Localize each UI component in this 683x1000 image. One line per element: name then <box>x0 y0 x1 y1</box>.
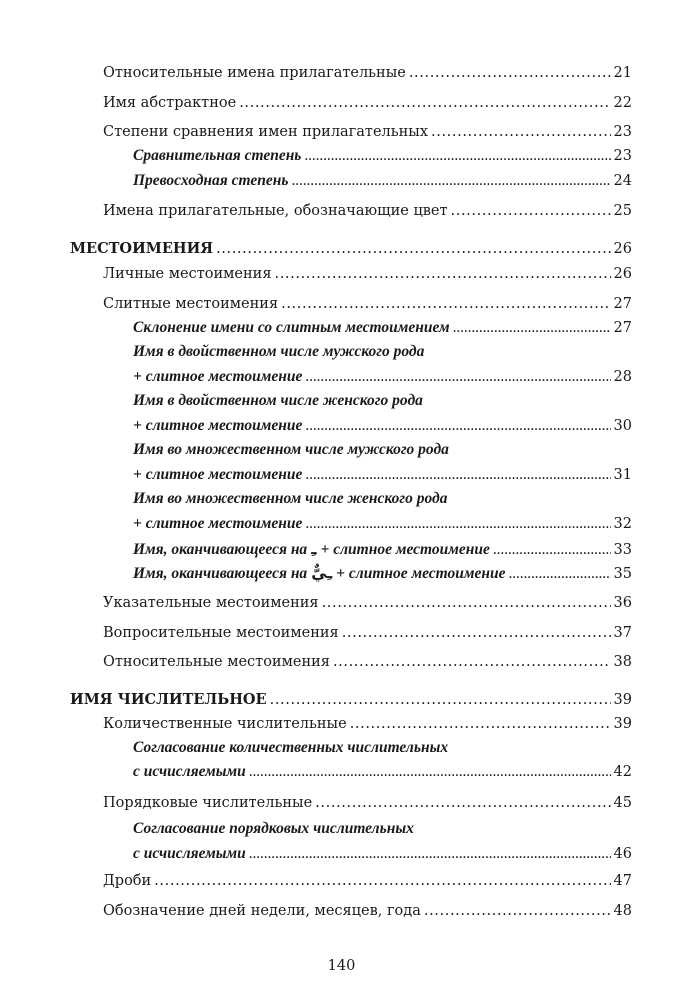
toc-entry[interactable] <box>133 513 632 535</box>
toc-entry-page: 39 <box>613 692 632 708</box>
dot-leader <box>509 563 611 585</box>
toc-entry-page: 26 <box>613 241 632 257</box>
toc-entry-page: 23 <box>613 124 632 140</box>
dot-leader <box>431 121 611 143</box>
toc-entry-page: 33 <box>613 542 632 558</box>
toc-entry[interactable] <box>133 562 632 584</box>
toc-entry-title: Имена прилагательные, обозначающие цвет <box>103 203 448 219</box>
toc-entry-page: 22 <box>613 95 632 111</box>
dot-leader <box>270 689 611 711</box>
toc-entry-title: Порядковые числительные <box>103 795 313 811</box>
toc-entry-title: + слитное местоимение <box>133 368 303 385</box>
toc-entry-page: 32 <box>613 516 632 532</box>
dot-leader <box>342 622 611 644</box>
toc-entry-title: Степени сравнения имен прилагательных <box>103 124 429 140</box>
toc-entry-page: 23 <box>613 148 632 164</box>
toc-entry[interactable] <box>103 622 632 644</box>
dot-leader <box>322 592 611 614</box>
dot-leader <box>216 238 610 260</box>
toc-entry[interactable] <box>103 870 632 892</box>
toc-entry-title: с исчисляемыми <box>133 845 246 862</box>
toc-entry-title: + слитное местоимение <box>133 466 303 483</box>
toc-entry-title: Согласование количественных числительных <box>133 739 449 756</box>
dot-leader <box>305 513 610 535</box>
dot-leader <box>304 145 610 167</box>
toc-entry-page: 45 <box>613 795 632 811</box>
toc-entry[interactable] <box>103 92 632 114</box>
toc-entry-title-suffix: + слитное местоимение <box>320 541 490 558</box>
toc-entry-title: Имя во множественном числе женского рода <box>133 490 448 507</box>
toc-entry[interactable] <box>103 651 632 673</box>
toc-entry[interactable] <box>133 317 632 339</box>
toc-entry-title: Имя в двойственном числе женского рода <box>133 392 423 409</box>
toc-entry[interactable] <box>133 488 447 510</box>
dot-leader <box>305 415 610 437</box>
dot-leader <box>409 62 611 84</box>
toc-entry-title: ИМЯ ЧИСЛИТЕЛЬНОЕ <box>70 691 267 708</box>
dot-leader <box>333 651 611 673</box>
toc-entry[interactable] <box>103 713 632 735</box>
toc-entry[interactable] <box>133 366 632 388</box>
toc-entry-title: Количественные числительные <box>103 716 347 732</box>
toc-entry-page: 27 <box>613 320 632 336</box>
toc-entry-title: Имя абстрактное <box>103 95 237 111</box>
dot-leader <box>154 870 610 892</box>
dot-leader <box>291 170 610 192</box>
dot-leader <box>493 539 611 561</box>
toc-entry-page: 47 <box>613 873 632 889</box>
toc-entry[interactable] <box>103 900 632 922</box>
toc-entry[interactable] <box>133 170 632 192</box>
toc-entry-page: 30 <box>613 418 632 434</box>
toc-entry[interactable] <box>133 538 632 560</box>
dot-leader <box>274 263 610 285</box>
toc-entry-title: Превосходная степень <box>133 172 289 189</box>
dot-leader <box>249 843 611 865</box>
toc-entry[interactable] <box>70 238 632 260</box>
toc-entry-title: Согласование порядковых числительных <box>133 820 414 837</box>
toc-entry-title: Имя во множественном числе мужского рода <box>133 441 449 458</box>
toc-entry-page: 27 <box>613 296 632 312</box>
dot-leader <box>451 200 611 222</box>
toc-entry[interactable] <box>103 62 632 84</box>
dot-leader <box>315 792 610 814</box>
toc-entry-title: Имя в двойственном числе мужского рода <box>133 343 425 360</box>
toc-entry-title: Личные местоимения <box>103 266 272 282</box>
toc-entry-page: 46 <box>613 846 632 862</box>
toc-entry-page: 36 <box>613 595 632 611</box>
toc-entry-page: 26 <box>613 266 632 282</box>
toc-entry[interactable] <box>103 293 632 315</box>
toc-entry-title: + слитное местоимение <box>133 417 303 434</box>
toc-entry-page: 24 <box>613 173 632 189</box>
toc-entry-page: 42 <box>613 764 632 780</box>
toc-entry-title: Относительные имена прилагательные <box>103 65 406 81</box>
toc-entry[interactable] <box>133 737 448 759</box>
toc-entry-page: 25 <box>613 203 632 219</box>
toc-entry-title: Слитные местоимения <box>103 296 279 312</box>
toc-entry-title: Имя, оканчивающееся на <box>133 541 308 558</box>
dot-leader <box>350 713 611 735</box>
toc-entry[interactable] <box>103 263 632 285</box>
toc-entry-title: Дроби <box>103 873 152 889</box>
toc-entry[interactable] <box>133 341 424 363</box>
toc-entry-title: МЕСТОИМЕНИЯ <box>70 240 214 257</box>
toc-entry[interactable] <box>103 792 632 814</box>
toc-entry[interactable] <box>133 761 632 783</box>
toc-entry[interactable] <box>133 843 632 865</box>
dot-leader <box>424 900 611 922</box>
toc-entry-title: Склонение имени со слитным местоимением <box>133 319 450 336</box>
toc-entry-title: Обозначение дней недели, месяцев, года <box>103 903 421 919</box>
toc-entry[interactable] <box>133 415 632 437</box>
dot-leader <box>249 761 611 783</box>
toc-entry-title-suffix: + слитное местоимение <box>336 565 506 582</box>
toc-entry[interactable] <box>133 439 449 461</box>
toc-entry-title: Имя, оканчивающееся на <box>133 565 308 582</box>
toc-entry[interactable] <box>133 818 414 840</box>
toc-entry-title: Сравнительная степень <box>133 147 302 164</box>
toc-entry-page: 39 <box>613 716 632 732</box>
toc-entry[interactable] <box>133 145 632 167</box>
toc-entry[interactable] <box>70 689 632 711</box>
dot-leader <box>239 92 610 114</box>
toc-entry-title: + слитное местоимение <box>133 515 303 532</box>
dot-leader <box>305 366 610 388</box>
toc-entry-page: 21 <box>613 65 632 81</box>
arabic-suffix: ـِ <box>311 540 317 558</box>
page-number: 140 <box>327 958 356 974</box>
toc-entry-title: Вопросительные местоимения <box>103 625 339 641</box>
toc-entry[interactable] <box>133 390 423 412</box>
toc-entry-page: 31 <box>613 467 632 483</box>
toc-entry-title: Указательные местоимения <box>103 595 319 611</box>
toc-entry[interactable] <box>133 464 632 486</box>
toc-entry-title: Относительные местоимения <box>103 654 330 670</box>
toc-entry[interactable] <box>103 121 632 143</box>
dot-leader <box>453 317 611 339</box>
toc-entry-page: 37 <box>613 625 632 641</box>
toc-entry-title: с исчисляемыми <box>133 763 246 780</box>
toc-entry[interactable] <box>103 200 632 222</box>
dot-leader <box>305 464 610 486</box>
arabic-suffix: ـِيٌّ <box>311 564 333 582</box>
toc-entry-page: 38 <box>613 654 632 670</box>
toc-entry[interactable] <box>103 592 632 614</box>
dot-leader <box>281 293 610 315</box>
toc-entry-page: 35 <box>613 566 632 582</box>
toc-entry-page: 48 <box>613 903 632 919</box>
toc-entry-page: 28 <box>613 369 632 385</box>
